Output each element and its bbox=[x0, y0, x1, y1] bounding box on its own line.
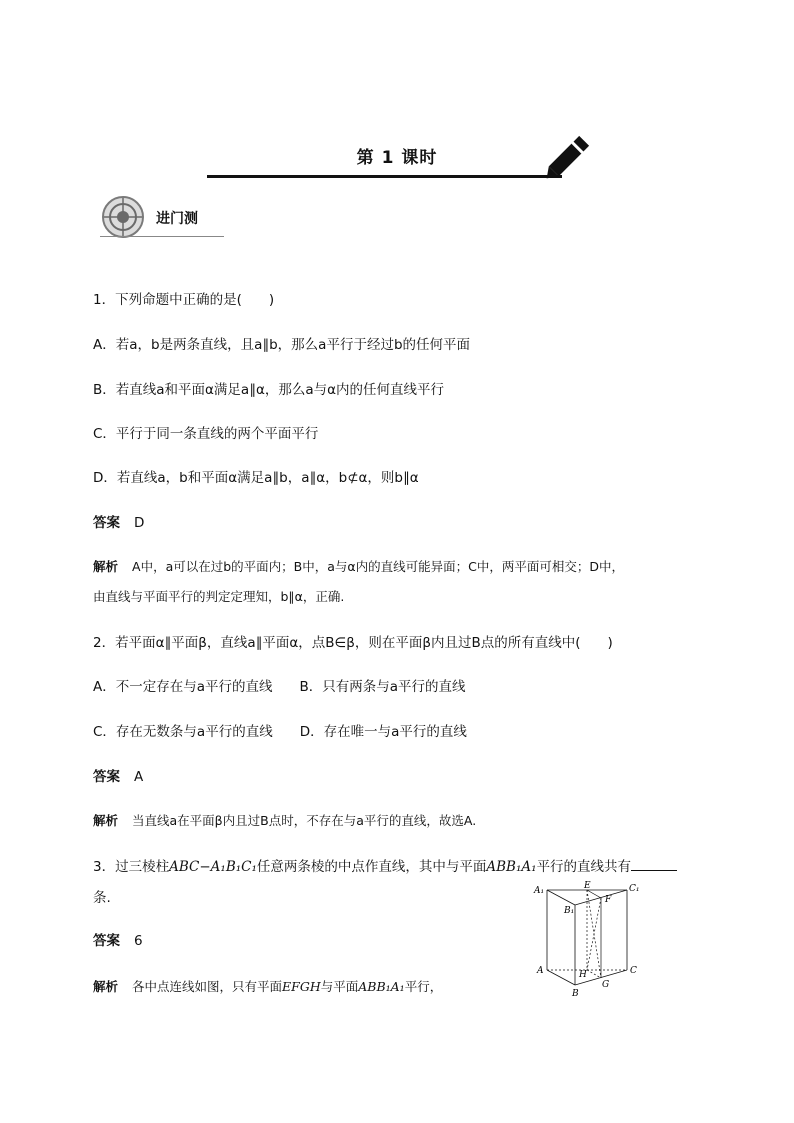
analysis-label: 解析 bbox=[93, 979, 119, 994]
answer-label: 答案 bbox=[93, 933, 120, 949]
q1-answer bbox=[93, 513, 144, 533]
label-b: B bbox=[572, 989, 579, 999]
answer-label: 答案 bbox=[93, 515, 120, 531]
q1-option-c: C．平行于同一条直线的两个平面平行 bbox=[93, 426, 319, 442]
q1-option-a: A．若a，b是两条直线，且a∥b，那么a平行于经过b的任何平面 bbox=[93, 337, 471, 353]
analysis-label: 解析 bbox=[93, 813, 119, 828]
label-g: G bbox=[602, 980, 610, 990]
answer-value: 6 bbox=[134, 933, 143, 949]
q3-stem-mid: 任意两条棱的中点作直线，其中与平面 bbox=[256, 859, 487, 875]
label-h: H bbox=[579, 970, 587, 980]
q3-analysis bbox=[93, 977, 442, 997]
analysis-text: A中，a可以在过b的平面内；B中，a与α内的直线可能异面；C中，两平面可相交；D中， bbox=[132, 559, 624, 574]
q3-stem bbox=[93, 856, 677, 877]
label-c: C bbox=[630, 966, 637, 976]
target-icon bbox=[101, 195, 149, 239]
q3-stem-end: 条. bbox=[93, 890, 111, 906]
q2-analysis bbox=[93, 811, 476, 831]
analysis-text: 当直线a在平面β内且过B点时，不存在与a平行的直线，故选A. bbox=[132, 813, 477, 828]
label-a1: A₁ bbox=[534, 886, 545, 896]
q3-prism: ABC−A₁B₁C₁ bbox=[169, 859, 257, 875]
analysis-text-pre: 各中点连线如图，只有平面 bbox=[132, 979, 283, 994]
analysis-efgh: EFGH bbox=[282, 979, 321, 994]
q2-stem: 2．若平面α∥平面β，直线a∥平面α，点B∈β，则在平面β内且过B点的所有直线中( ) bbox=[93, 635, 613, 651]
q3-plane: ABB₁A₁ bbox=[486, 859, 537, 875]
q2-answer bbox=[93, 767, 143, 787]
q1-stem: 1．下列命题中正确的是( ) bbox=[93, 292, 275, 308]
title-underline bbox=[207, 175, 562, 178]
q3-stem-pre: 3．过三棱柱 bbox=[93, 859, 170, 875]
lesson-title: 第 1 课时 bbox=[356, 148, 438, 168]
q3-answer bbox=[93, 931, 143, 951]
analysis-label: 解析 bbox=[93, 559, 119, 574]
analysis-text-mid: 与平面 bbox=[320, 979, 359, 994]
q1-option-d: D．若直线a，b和平面α满足a∥b，a∥α，b⊄α，则b∥α bbox=[93, 470, 419, 486]
q2-options-ab: A．不一定存在与a平行的直线 B．只有两条与a平行的直线 bbox=[93, 679, 466, 695]
section-underline bbox=[100, 236, 224, 237]
q1-analysis-line2: 由直线与平面平行的判定定理知，b∥α，正确. bbox=[93, 589, 345, 604]
label-b1: B₁ bbox=[564, 906, 575, 916]
label-f: F bbox=[605, 895, 612, 905]
prism-figure bbox=[530, 880, 645, 1002]
q2-options-cd: C．存在无数条与a平行的直线 D．存在唯一与a平行的直线 bbox=[93, 724, 467, 740]
label-c1: C₁ bbox=[629, 884, 640, 894]
analysis-plane: ABB₁A₁ bbox=[358, 979, 405, 994]
q1-analysis-line1 bbox=[93, 557, 624, 577]
answer-value: A bbox=[134, 769, 144, 785]
analysis-text-post: 平行， bbox=[404, 979, 443, 994]
label-a: A bbox=[537, 966, 544, 976]
label-e: E bbox=[584, 881, 591, 891]
answer-value: D bbox=[134, 515, 145, 531]
pencil-icon bbox=[540, 126, 600, 184]
answer-label: 答案 bbox=[93, 769, 120, 785]
q1-option-b: B．若直线a和平面α满足a∥α，那么a与α内的任何直线平行 bbox=[93, 382, 445, 398]
answer-blank bbox=[631, 856, 677, 871]
section-title: 进门测 bbox=[156, 211, 198, 227]
q3-stem-post: 平行的直线共有 bbox=[536, 859, 632, 875]
